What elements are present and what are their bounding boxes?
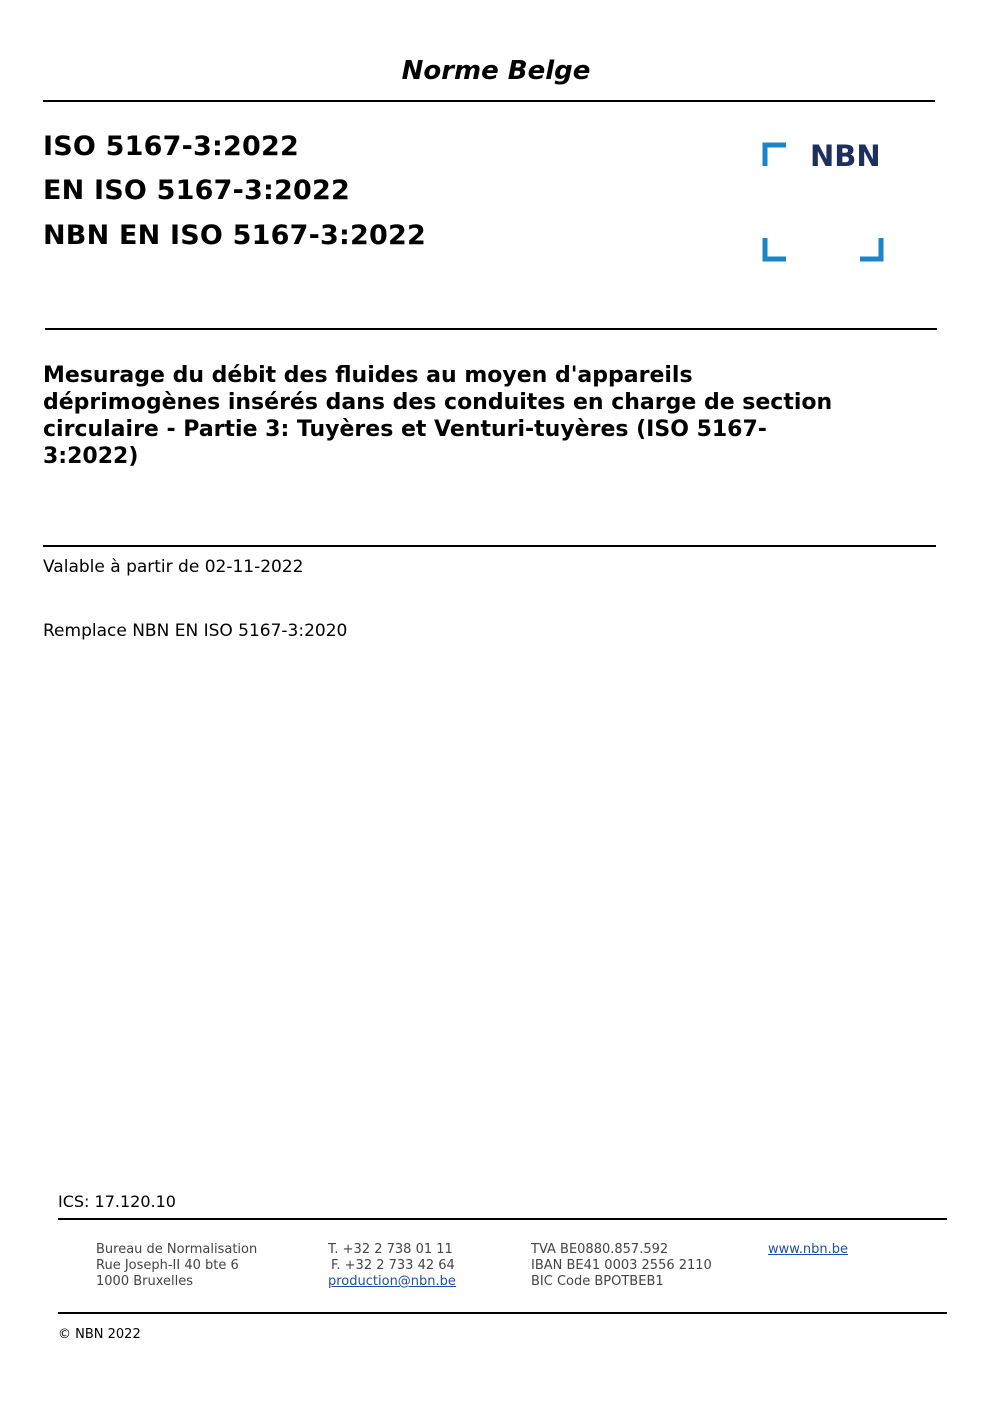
footer-contact [328,1242,456,1290]
standard-en-iso: EN ISO 5167-3:2022 [43,175,350,206]
website-link[interactable]: www.nbn.be [768,1242,848,1257]
address-line: 1000 Bruxelles [96,1274,194,1289]
replaces-standard: Remplace NBN EN ISO 5167-3:2020 [43,621,348,641]
bank-line: TVA BE0880.857.592 [531,1242,669,1257]
logo-text: NBN [810,140,881,173]
ics-code: ICS: 17.120.10 [58,1192,176,1211]
logo-corner-bottom-left [765,238,786,259]
nbn-logo [760,140,886,264]
standard-iso: ISO 5167-3:2022 [43,131,299,162]
footer-divider-bottom [58,1312,947,1314]
validity-date: Valable à partir de 02-11-2022 [43,557,304,577]
phone-number: T. +32 2 738 01 11 [328,1242,453,1257]
logo-corner-bottom-right [860,238,881,259]
standard-nbn-en-iso: NBN EN ISO 5167-3:2022 [43,220,426,251]
title-divider-bottom [43,545,936,547]
document-title: Mesurage du débit des fluides au moyen d'appareils déprimogènes insérés dans des conduites en charge de section circulaire - Partie 3: Tuyères et Venturi-tuyères (ISO 5167-3:2022) [43,363,833,469]
address-line: Rue Joseph-II 40 bte 6 [96,1258,239,1273]
copyright: © NBN 2022 [58,1327,141,1342]
footer-website [768,1242,848,1258]
header-divider [43,100,935,102]
fax-number: F. +32 2 733 42 64 [331,1258,455,1273]
address-line: Bureau de Normalisation [96,1242,258,1257]
page-header-title: Norme Belge [401,56,591,86]
logo-corner-top-left [765,145,786,166]
bank-line: BIC Code BPOTBEB1 [531,1274,664,1289]
title-divider-top [45,328,937,330]
footer-address [96,1242,257,1290]
email-link[interactable]: production@nbn.be [328,1274,456,1289]
bank-line: IBAN BE41 0003 2556 2110 [531,1258,712,1273]
footer-divider-top [58,1218,947,1220]
footer-bank [531,1242,712,1290]
